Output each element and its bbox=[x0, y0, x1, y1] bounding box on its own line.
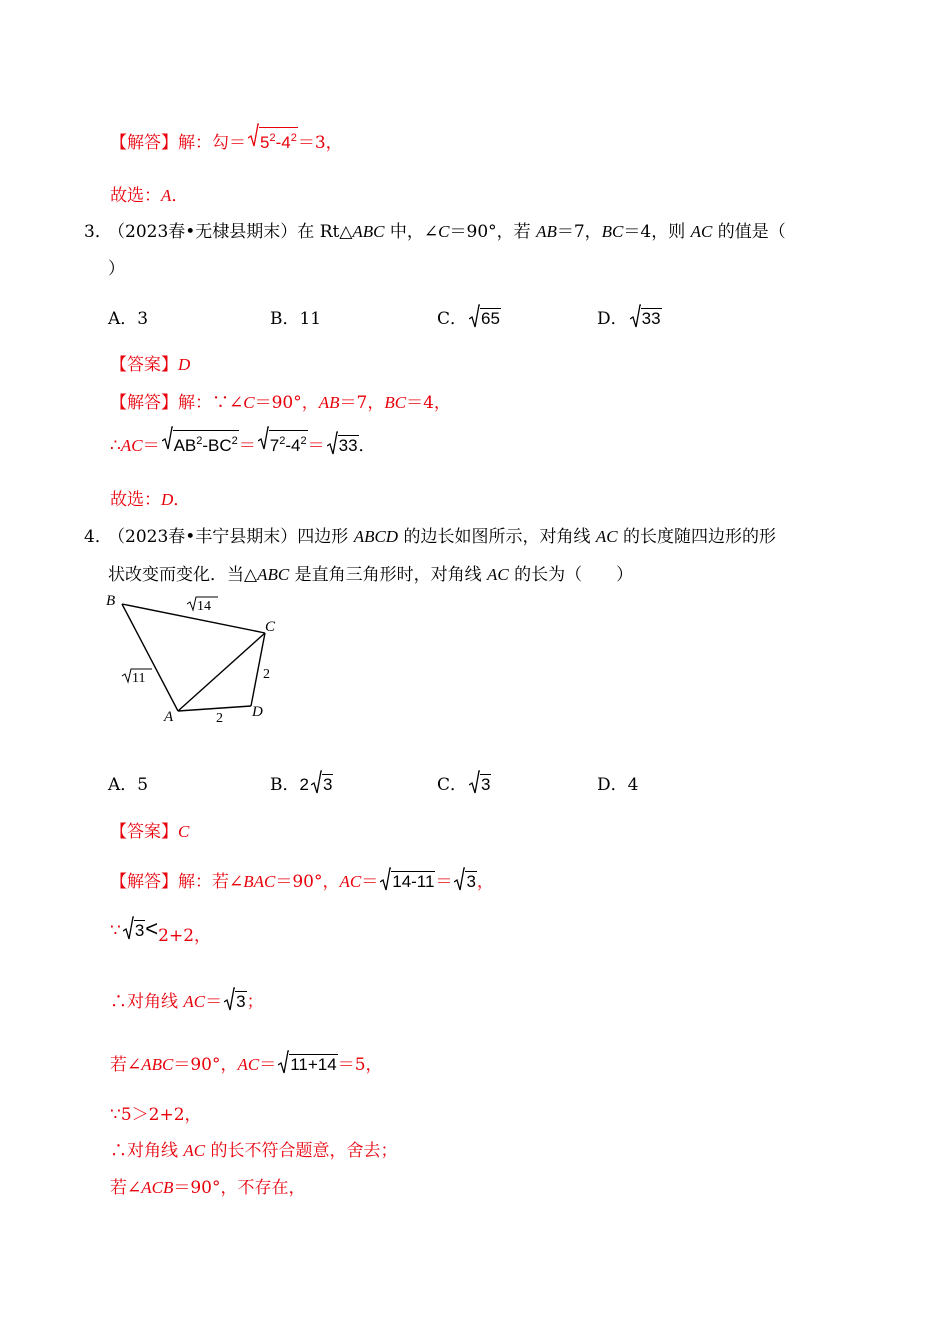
radical-sign-icon bbox=[162, 426, 173, 450]
radical-sign-icon bbox=[224, 987, 235, 1011]
q4-stem-line2: 状改变而变化．当△ABC 是直角三角形时，对角线 AC 的长为（ ） bbox=[108, 565, 634, 585]
q4-solution-line6: ∴对角线 AC 的长不符合题意，舍去； bbox=[110, 1141, 398, 1161]
edge-ad-length: 2 bbox=[216, 711, 223, 726]
quadrilateral-figure bbox=[100, 588, 300, 728]
edge-cd-length: 2 bbox=[263, 667, 270, 682]
q4-option-a: A．5 bbox=[108, 775, 149, 795]
edge-ab-length: 11 bbox=[132, 671, 146, 686]
sqrt-expression: 3 bbox=[311, 774, 333, 795]
q3-solution-line2: ∴AC＝ $AB^2-BC^2=$ $7^2-4^2=$ 33． bbox=[110, 430, 376, 456]
q3-number: 3． bbox=[84, 222, 112, 242]
q3-option-b: B．11 bbox=[270, 309, 322, 329]
radical-sign-icon bbox=[311, 770, 322, 794]
edge-ab bbox=[122, 604, 178, 711]
radical-sign-icon bbox=[469, 770, 480, 794]
radical-sign-icon bbox=[248, 123, 259, 147]
q3-solution-line1: 【解答】解：∵∠C＝90°，AB＝7，BC＝4， bbox=[110, 393, 451, 413]
sqrt-expression: 3 bbox=[454, 871, 476, 892]
q3-option-c: C． 65 bbox=[437, 304, 501, 329]
q4-solution-line5: ∵5＞2+2， bbox=[110, 1105, 202, 1125]
q3-choose-line: 故选：D． bbox=[110, 490, 191, 510]
q2-choose-line: 故选：A． bbox=[110, 186, 189, 206]
q4-solution-line1: 【解答】解：若∠BAC＝90°，AC＝ 14-11＝ 3， bbox=[110, 867, 494, 892]
radical-sign-icon bbox=[278, 1050, 289, 1074]
sqrt-expression: 3 bbox=[123, 920, 145, 941]
q4-option-d: D．4 bbox=[597, 775, 639, 795]
solution-tag: 【解答】 bbox=[110, 133, 178, 153]
radical-sign-icon bbox=[380, 867, 391, 891]
radical-sign-icon bbox=[123, 916, 134, 940]
q4-option-b: B．2 3 bbox=[270, 770, 333, 795]
sqrt-expression: 3 bbox=[469, 774, 491, 795]
q4-solution-line2: ∵ 3<2+2， bbox=[110, 916, 212, 946]
edge-bc-length: 14 bbox=[197, 599, 211, 614]
q3-stem: （2023春•无棣县期末）在 Rt△ABC 中，∠C＝90°，若 AB＝7，BC＝4，则 AC 的值是（ bbox=[108, 222, 786, 242]
sqrt-expression: $AB^2-BC^2$ bbox=[162, 430, 239, 456]
edge-ad bbox=[178, 706, 251, 711]
sqrt-expression: $5^2-4^2$ bbox=[248, 127, 298, 153]
vertex-a-label: A bbox=[164, 709, 174, 725]
q3-stem-close: ） bbox=[108, 259, 125, 279]
q3-answer: 【答案】D bbox=[110, 355, 191, 375]
q4-number: 4． bbox=[84, 527, 112, 547]
vertex-c-label: C bbox=[265, 619, 276, 635]
q4-solution-line4: 若∠ABC＝90°，AC＝ 11+14＝5， bbox=[110, 1050, 383, 1075]
sqrt-expression: 33 bbox=[630, 308, 662, 329]
q4-answer: 【答案】C bbox=[110, 822, 190, 842]
sqrt-expression: 11+14 bbox=[278, 1054, 337, 1075]
sqrt-expression: 3 bbox=[224, 991, 246, 1012]
vertex-b-label: B bbox=[106, 593, 116, 609]
radical-sign-icon bbox=[454, 867, 465, 891]
radical-sign-icon bbox=[258, 426, 269, 450]
q4-solution-line7: 若∠ACB＝90°，不存在， bbox=[110, 1178, 306, 1198]
sqrt-expression: 33 bbox=[327, 435, 359, 456]
radical-sign-icon bbox=[327, 431, 338, 455]
q4-solution-line3: ∴对角线 AC＝ 3； bbox=[110, 987, 264, 1012]
q3-option-d: D． 33 bbox=[597, 304, 662, 329]
vertex-d-label: D bbox=[252, 704, 263, 720]
q4-stem-line1: （2023春•丰宁县期末）四边形 ABCD 的边长如图所示，对角线 AC 的长度随四边形的形 bbox=[108, 527, 777, 547]
sqrt-expression: 14-11 bbox=[380, 871, 435, 892]
radical-sign-icon bbox=[630, 304, 641, 328]
q2-solution-line: 【解答】解：勾＝ $5^2-4^2=3$， bbox=[110, 127, 343, 153]
q4-option-c: C． 3 bbox=[437, 770, 491, 795]
sqrt-expression: $7^2-4^2$ bbox=[258, 430, 308, 456]
sqrt-expression: 65 bbox=[469, 308, 501, 329]
q3-option-a: A．3 bbox=[108, 309, 149, 329]
radical-sign-icon bbox=[469, 304, 480, 328]
